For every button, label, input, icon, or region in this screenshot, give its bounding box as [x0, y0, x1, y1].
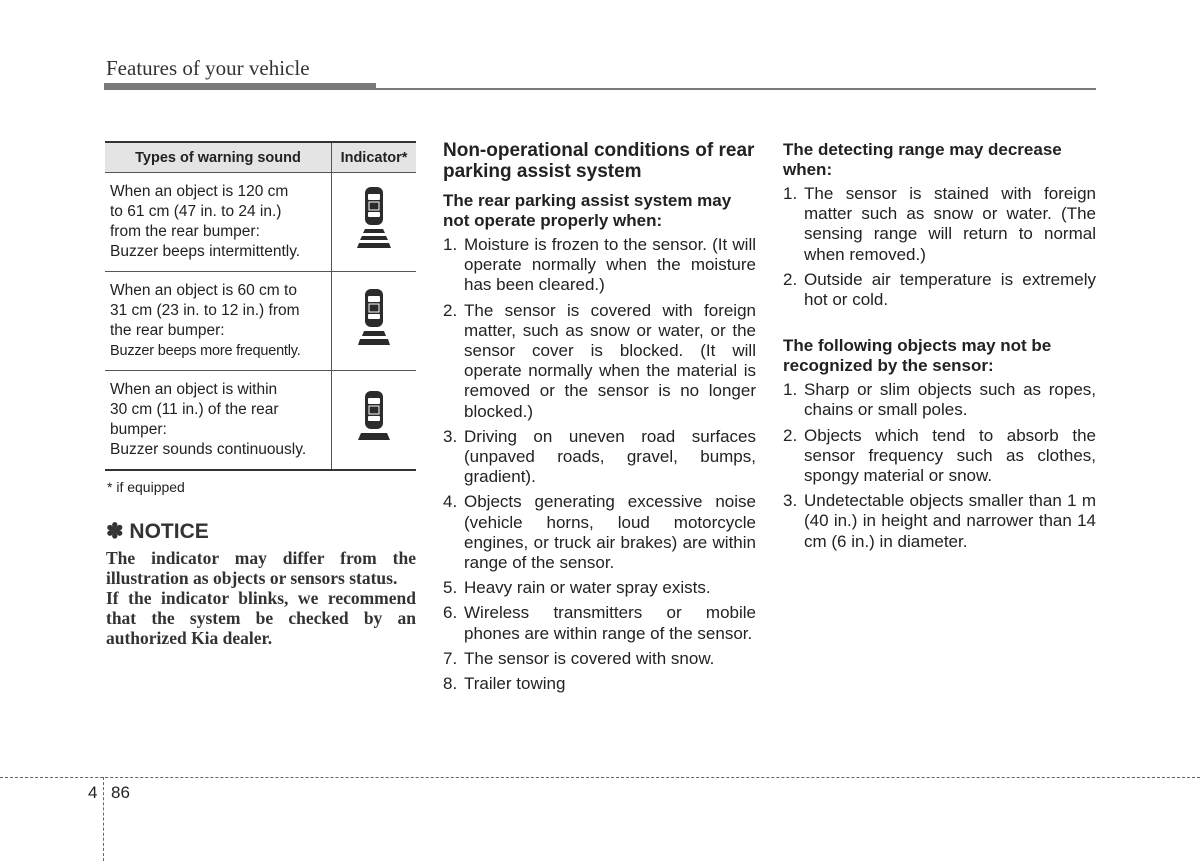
list-item: 3. Driving on uneven road surfaces (unpaved roads, gravel, bumps, gradient). — [443, 426, 756, 487]
list-item: 3. Undetectable objects smaller than 1 m (40 in.) in height and narrower than 14 cm (6 in.) in diameter. — [783, 491, 1096, 551]
conditions-list — [443, 235, 756, 694]
column-non-operational — [443, 140, 756, 699]
section-subheading: The detecting range may decrease when: — [783, 140, 1062, 179]
list-item: 6. Wireless transmitters or mobile phones are within range of the sensor. — [443, 603, 756, 643]
page-number: 86 — [111, 783, 130, 802]
list-item: 1. Moisture is frozen to the sensor. (It will operate normally when the moisture has been cleared.) — [443, 235, 756, 295]
header-rule-line — [104, 88, 1096, 90]
list-item: 5. Heavy rain or water spray exists. — [443, 578, 711, 598]
section-heading: Non-operational conditions of rear parking assist system — [443, 140, 755, 182]
notice-title: ✽ NOTICE — [106, 520, 209, 543]
table-footnote: * if equipped — [107, 479, 185, 495]
car-range-mid-icon — [357, 287, 391, 349]
row-description: When an object is 60 cm to 31 cm (23 in. to 12 in.) from the rear bumper: Buzzer beeps more frequently. — [105, 272, 332, 371]
indicator-cell — [332, 272, 417, 371]
list-item: 7. The sensor is covered with snow. — [443, 648, 715, 668]
column-detecting-range — [783, 140, 1096, 557]
indicator-cell — [332, 173, 417, 272]
footer-divider-vertical — [103, 777, 104, 861]
chapter-number: 4 — [88, 783, 98, 802]
section-subheading: The rear parking assist system may not operate properly when: — [443, 191, 732, 230]
notice-body — [106, 548, 416, 648]
list-item: 4. Objects generating excessive noise (vehicle horns, loud motorcycle engines, or truck air brakes) are within range of the sensor. — [443, 492, 756, 573]
table-header-types: Types of warning sound — [105, 142, 332, 173]
notice-paragraph: If the indicator blinks, we recommend that the system be checked by an authorized Kia dealer. — [106, 588, 416, 648]
range-list — [783, 184, 1096, 310]
table-row — [105, 272, 416, 371]
notice-paragraph: The indicator may differ from the illustration as objects or sensors status. — [106, 548, 416, 588]
list-item: 2. The sensor is covered with foreign matter, such as snow or water, or the sensor cover is blocked. (It will operate normally when the material is removed or the sensor is no longer blocked.) — [443, 300, 756, 421]
list-item: 1. Sharp or slim objects such as ropes, chains or small poles. — [783, 380, 1096, 420]
warning-sound-table — [105, 141, 416, 471]
row-description: When an object is 120 cm to 61 cm (47 in. to 24 in.) from the rear bumper: Buzzer beeps intermittently. — [105, 173, 332, 272]
list-item: 1. The sensor is stained with foreign matter such as snow or water. (The sensing range will return to normal when removed.) — [783, 184, 1096, 264]
car-range-far-icon — [357, 185, 391, 253]
list-item: 8. Trailer towing — [443, 674, 566, 694]
table-row — [105, 173, 416, 272]
indicator-cell — [332, 371, 417, 471]
list-item: 2. Objects which tend to absorb the sensor frequency such as clothes, spongy material or snow. — [783, 425, 1096, 486]
list-item: 2. Outside air temperature is extremely hot or cold. — [783, 269, 1096, 310]
objects-list — [783, 380, 1096, 552]
table-row — [105, 371, 416, 471]
row-description: When an object is within 30 cm (11 in.) of the rear bumper: Buzzer sounds continuously. — [105, 371, 332, 471]
section-subheading: The following objects may not be recognized by the sensor: — [783, 336, 1052, 376]
table-header-indicator: Indicator* — [332, 142, 417, 173]
car-range-near-icon — [357, 389, 391, 445]
footer-divider — [0, 777, 1200, 778]
page-header-title: Features of your vehicle — [106, 56, 310, 80]
